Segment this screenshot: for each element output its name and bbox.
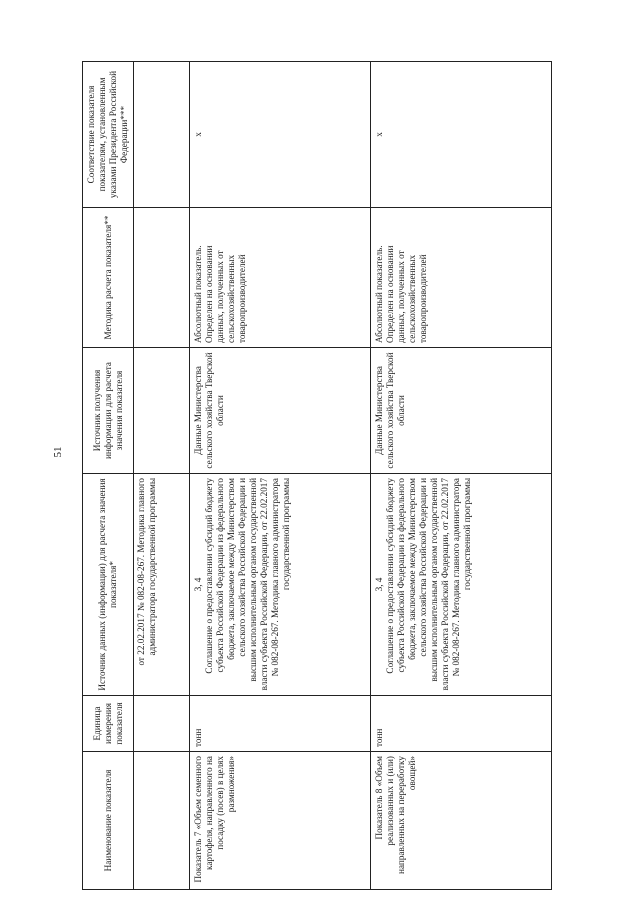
table-row: [371, 62, 552, 890]
cell-compliance: x: [371, 62, 552, 208]
header-unit: Единица измерения показателя: [83, 696, 134, 752]
cell-info-source: Данные Министерства сельского хозяйства Тверской области: [190, 348, 371, 474]
cell-indicator-name: Показатель 7 «Объем семенного картофеля, направленного на посадку (посев) в целях размножения»: [190, 752, 371, 890]
cell-source-text: Соглашение о предоставлении субсидий бюджету субъекта Российской Федерации из федерального бюджета, заключаемое между Министерством сельского хозяйства Российской Федерации и высшим исполнительным органом государственной власти субъекта Российской Федерации, от 22.02.2017 № 082-08-267. Методика главного администратора государственной программы: [204, 478, 292, 691]
cell-method: Абсолютный показатель. Определен на основании данных, полученных от сельскохозяйственных товаропроизводителей: [371, 208, 552, 348]
indicator-table-container: [82, 62, 552, 890]
cell-source-number: 3, 4: [193, 577, 204, 592]
header-compliance: Соответствие показателя показателям, установленным указами Президента Российской Федерации***: [83, 62, 134, 208]
table-header-row: [83, 62, 134, 890]
cell-data-source: [190, 474, 371, 696]
cell-source-text: Соглашение о предоставлении субсидий бюджету субъекта Российской Федерации из федерального бюджета, заключаемое между Министерством сельского хозяйства Российской Федерации и высшим исполнительным органом государственной власти субъекта Российской Федерации, от 22.02.2017 № 082-08-267. Методика главного администратора государственной программы: [385, 478, 473, 691]
cell-method: Абсолютный показатель. Определен на основании данных, полученных от сельскохозяйственных товаропроизводителей: [190, 208, 371, 348]
cell-empty: [134, 208, 190, 348]
page-number: 51: [52, 446, 64, 458]
header-indicator-name: Наименование показателя: [83, 752, 134, 890]
header-info-source: Источник получения информации для расчета значения показателя: [83, 348, 134, 474]
cell-compliance: x: [190, 62, 371, 208]
cell-info-source: Данные Министерства сельского хозяйства Тверской области: [371, 348, 552, 474]
cell-source-number: 3, 4: [374, 577, 385, 592]
cell-empty: [134, 752, 190, 890]
cell-indicator-name: Показатель 8 «Объем реализованных и (или) направленных на переработку овощей»: [371, 752, 552, 890]
cell-source-continuation: от 22.02.2017 № 082-08-267. Методика главного администратора государственной программы: [134, 474, 190, 696]
table-row: [190, 62, 371, 890]
table-row-continuation: [134, 62, 190, 890]
cell-unit: тонн: [371, 696, 552, 752]
cell-empty: [134, 62, 190, 208]
cell-empty: [134, 348, 190, 474]
cell-unit: тонн: [190, 696, 371, 752]
indicator-table: [82, 61, 552, 890]
cell-empty: [134, 696, 190, 752]
cell-data-source: [371, 474, 552, 696]
header-data-source: Источник данных (информации) для расчета значения показателя*: [83, 474, 134, 696]
header-method: Методика расчета показателя**: [83, 208, 134, 348]
